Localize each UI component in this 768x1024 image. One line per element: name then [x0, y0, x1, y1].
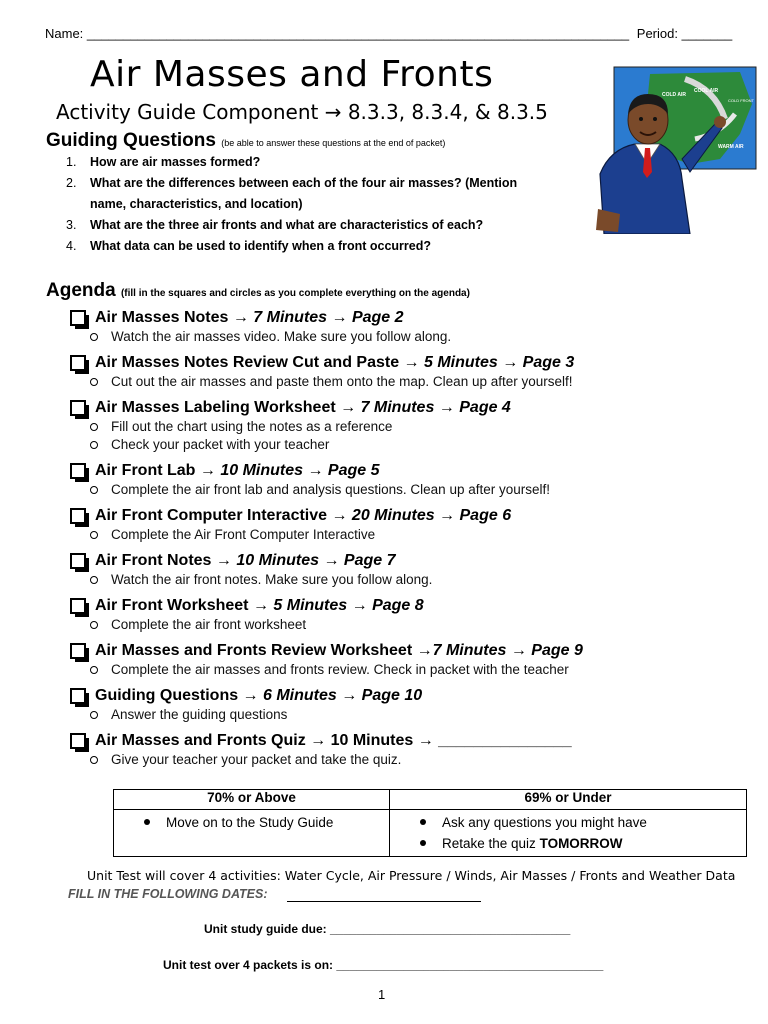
page-subtitle: Activity Guide Component → 8.3.3, 8.3.4, & 8.3.5	[56, 100, 548, 124]
question-text: What data can be used to identify when a front occurred?	[90, 239, 432, 253]
man-eye-left	[639, 117, 643, 121]
agenda-item-time: 10 Minutes → Page 5	[220, 462, 380, 479]
checkbox-icon[interactable]	[70, 355, 86, 371]
agenda-item	[70, 686, 740, 724]
agenda-subitem[interactable]: Watch the air masses video. Make sure you follow along.	[70, 328, 740, 346]
question-text: How are air masses formed?	[90, 155, 261, 169]
agenda-item-time: 20 Minutes → Page 6	[351, 507, 512, 524]
agenda-subitem[interactable]: Give your teacher your packet and take the quiz.	[70, 751, 740, 769]
agenda-item-time: 7 Minutes → Page 9	[432, 642, 583, 659]
agenda-item-name: Air Masses and Fronts Review Worksheet →	[95, 642, 433, 659]
question-text: What are the three air fronts and what are characteristics of each?	[90, 218, 484, 232]
guiding-questions-heading	[46, 130, 445, 152]
page-title: Air Masses and Fronts	[90, 54, 494, 95]
retake-text: Retake the quiz	[442, 836, 540, 851]
agenda-subitem[interactable]: Complete the air masses and fronts review. Check in packet with the teacher	[70, 661, 740, 679]
agenda-item	[70, 551, 740, 589]
unit-test-note: Unit Test will cover 4 activities: Water Cycle, Air Pressure / Winds, Air Masses / Fronts and Weather Data	[87, 868, 736, 883]
agenda-subitem[interactable]: Complete the air front worksheet	[70, 616, 740, 634]
agenda-item	[70, 308, 740, 346]
agenda-subitem[interactable]: Check your packet with your teacher	[70, 436, 740, 454]
map-label-cool-air: COOL AIR	[694, 88, 719, 94]
agenda-item-name: Air Masses Notes →	[95, 309, 254, 326]
checkbox-icon[interactable]	[70, 553, 86, 569]
map-label-warm-air: WARM AIR	[718, 144, 744, 150]
list-item	[66, 152, 556, 173]
question-number: 3.	[66, 218, 77, 232]
table-header-fail: 69% or Under	[390, 790, 747, 810]
checkbox-icon[interactable]	[70, 688, 86, 704]
table-header-row	[114, 790, 747, 810]
question-number: 4.	[66, 239, 77, 253]
agenda-item-name: Guiding Questions →	[95, 687, 263, 704]
agenda-item	[70, 596, 740, 634]
checkbox-icon[interactable]	[70, 598, 86, 614]
table-row	[114, 810, 747, 857]
guiding-questions-list	[66, 152, 556, 257]
page-number: 1	[378, 987, 386, 1002]
table-header-pass: 70% or Above	[114, 790, 390, 810]
list-item	[66, 173, 556, 215]
checkbox-icon[interactable]	[70, 463, 86, 479]
agenda-item-name: Air Front Notes →	[95, 552, 237, 569]
agenda-item	[70, 398, 740, 454]
list-item	[66, 236, 556, 257]
name-period-line	[45, 26, 733, 41]
name-field[interactable]: Name: ___________________________________________________________________________	[45, 26, 630, 41]
checkbox-icon[interactable]	[70, 310, 86, 326]
agenda-item-time: 5 Minutes → Page 3	[424, 354, 575, 371]
question-number: 1.	[66, 155, 77, 169]
fail-action-ask: Ask any questions you might have	[390, 812, 742, 833]
agenda-note: (fill in the squares and circles as you complete everything on the agenda)	[120, 288, 470, 299]
agenda-item	[70, 641, 740, 679]
agenda-subitem[interactable]: Cut out the air masses and paste them onto the map. Clean up after yourself!	[70, 373, 740, 391]
agenda-subitem[interactable]: Answer the guiding questions	[70, 706, 740, 724]
agenda-item	[70, 353, 740, 391]
checkbox-icon[interactable]	[70, 643, 86, 659]
weatherman-illustration	[590, 64, 758, 234]
agenda-item-name: Air Masses Notes Review Cut and Paste →	[95, 354, 424, 371]
checkbox-icon[interactable]	[70, 400, 86, 416]
list-item	[66, 215, 556, 236]
map-label-cold-front: COLD FRONT	[728, 98, 754, 103]
agenda-item-name: Air Masses Labeling Worksheet →	[95, 399, 361, 416]
unit-test-date-field[interactable]: Unit test over 4 packets is on: ________________________________________	[163, 958, 604, 972]
period-field[interactable]: Period: _______	[636, 26, 733, 41]
agenda-list	[70, 308, 740, 776]
agenda-title: Agenda	[46, 280, 116, 301]
guiding-questions-note: (be able to answer these questions at the end of packet)	[221, 138, 446, 148]
agenda-heading	[46, 280, 470, 302]
agenda-item	[70, 461, 740, 499]
agenda-subitem[interactable]: Complete the Air Front Computer Interactive	[70, 526, 740, 544]
study-guide-due-field[interactable]: Unit study guide due: ____________________________________	[204, 922, 571, 936]
map-label-cold-air: COLD AIR	[662, 92, 686, 98]
agenda-item-time: 6 Minutes → Page 10	[263, 687, 423, 704]
agenda-item-time: 7 Minutes → Page 2	[253, 309, 404, 326]
quiz-result-table	[113, 789, 747, 857]
agenda-item-name: Air Masses and Fronts Quiz → 10 Minutes → _______________	[95, 732, 572, 749]
table-cell-pass	[114, 810, 390, 857]
man-eye-right	[653, 117, 657, 121]
fill-dates-heading: FILL IN THE FOLLOWING DATES:	[68, 887, 268, 901]
agenda-item-name: Air Front Worksheet →	[95, 597, 274, 614]
table-cell-fail	[390, 810, 747, 857]
guiding-questions-title: Guiding Questions	[46, 130, 216, 151]
agenda-subitem[interactable]: Watch the air front notes. Make sure you follow along.	[70, 571, 740, 589]
agenda-item-name: Air Front Lab →	[95, 462, 221, 479]
agenda-item	[70, 506, 740, 544]
agenda-item-name: Air Front Computer Interactive →	[95, 507, 352, 524]
checkbox-icon[interactable]	[70, 508, 86, 524]
question-number: 2.	[66, 176, 77, 190]
agenda-item	[70, 731, 740, 769]
retake-emphasis: TOMORROW	[539, 836, 623, 851]
question-text: What are the differences between each of the four air masses? (Mention name, characteristics, and location)	[90, 176, 518, 211]
pass-action: Move on to the Study Guide	[114, 812, 385, 833]
agenda-subitem[interactable]: Complete the air front lab and analysis questions. Clean up after yourself!	[70, 481, 740, 499]
checkbox-icon[interactable]	[70, 733, 86, 749]
fail-action-retake	[390, 833, 742, 854]
fill-dates-line[interactable]	[287, 901, 481, 902]
agenda-item-time: 5 Minutes → Page 8	[273, 597, 424, 614]
agenda-item-time: 7 Minutes → Page 4	[360, 399, 511, 416]
man-hand	[714, 116, 726, 128]
agenda-item-time: 10 Minutes → Page 7	[236, 552, 396, 569]
agenda-subitem[interactable]: Fill out the chart using the notes as a reference	[70, 418, 740, 436]
